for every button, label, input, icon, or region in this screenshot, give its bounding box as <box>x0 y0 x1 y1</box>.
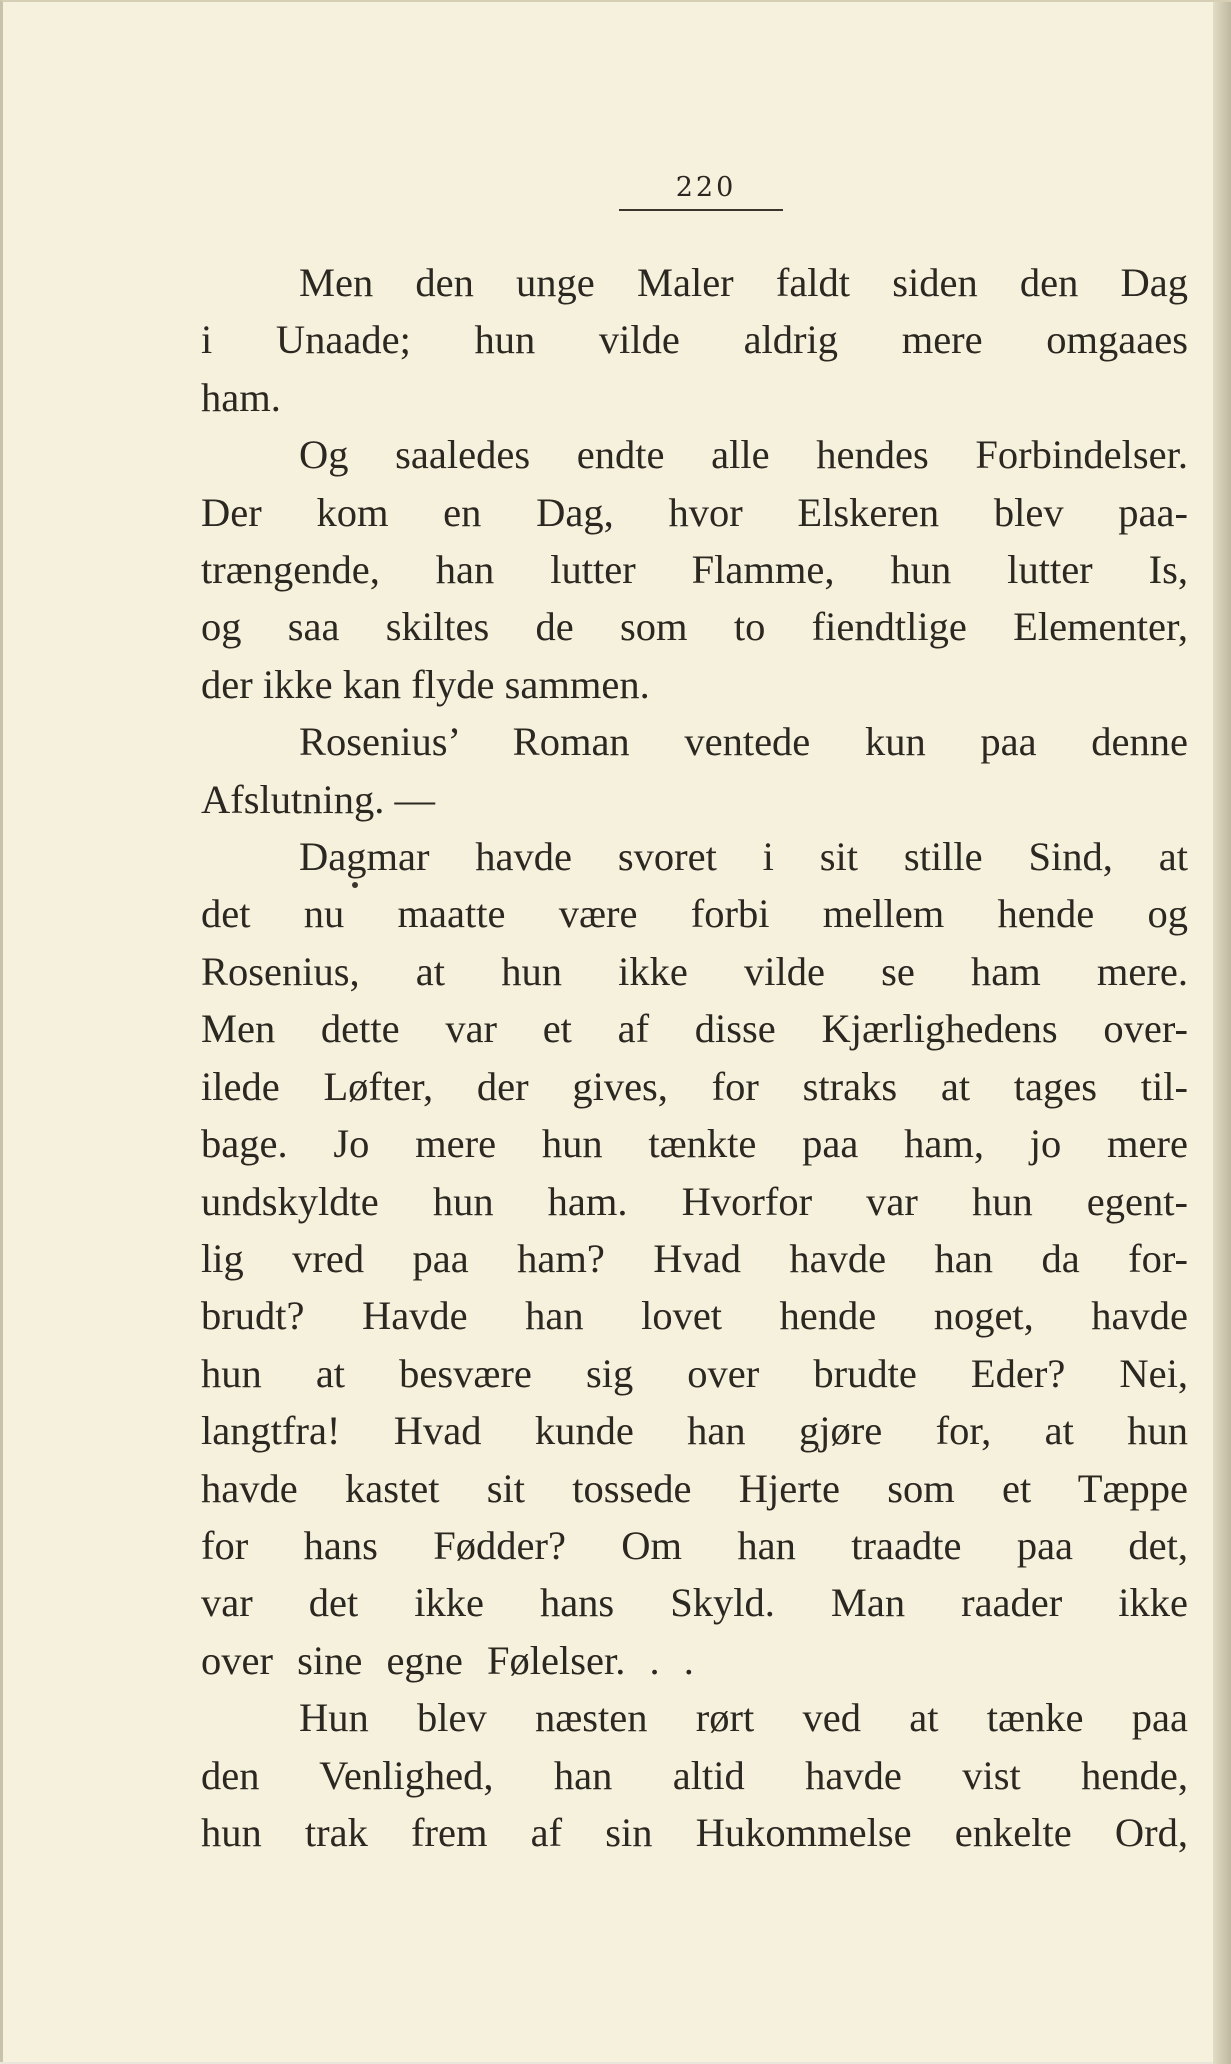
text-line: undskyldte hun ham. Hvorfor var hun egent- <box>201 1178 1188 1224</box>
text-line: Rosenius, at hun ikke vilde se ham mere. <box>201 948 1188 994</box>
text-line: Dagmar havde svoret i sit stille Sind, at <box>299 834 1188 880</box>
paragraph-3 <box>201 713 1188 828</box>
text-line: der ikke kan flyde sammen. <box>201 661 650 707</box>
text-line: for hans Fødder? Om han traadte paa det, <box>201 1522 1188 1568</box>
text-line: over sine egne Følelser. . . <box>201 1637 694 1683</box>
text-line: lig vred paa ham? Hvad havde han da for- <box>201 1235 1188 1281</box>
text-line: Der kom en Dag, hvor Elskeren blev paa- <box>201 489 1188 535</box>
text-line: trængende, han lutter Flamme, hun lutter Is, <box>201 547 1188 593</box>
text-line: Og saaledes endte alle hendes Forbindelser. <box>299 432 1188 478</box>
paragraph-5 <box>201 1689 1188 1861</box>
text-line: langtfra! Hvad kunde han gjøre for, at hun <box>201 1408 1188 1454</box>
paragraph-4 <box>201 828 1188 1689</box>
text-line: var det ikke hans Skyld. Man raader ikke <box>201 1580 1188 1626</box>
text-line: Hun blev næsten rørt ved at tænke paa <box>299 1695 1188 1741</box>
text-line: i Unaade; hun vilde aldrig mere omgaaes <box>201 317 1188 363</box>
text-line: og saa skiltes de som to fiendtlige Elementer, <box>201 604 1188 650</box>
text-line: brudt? Havde han lovet hende noget, havde <box>201 1293 1188 1339</box>
body-text <box>201 254 1188 1861</box>
text-line: den Venlighed, han altid havde vist hende, <box>201 1752 1188 1798</box>
page-number: 220 <box>675 172 737 203</box>
text-line: havde kastet sit tossede Hjerte som et Tæppe <box>201 1465 1188 1511</box>
paragraph-2 <box>201 426 1188 713</box>
text-line: det nu maatte være forbi mellem hende og <box>201 891 1188 937</box>
text-line: ham. <box>201 374 281 420</box>
text-line: Men dette var et af disse Kjærlighedens over- <box>201 1006 1188 1052</box>
page-edge-shadow <box>1213 2 1231 2064</box>
text-line: hun trak frem af sin Hukommelse enkelte Ord, <box>201 1809 1188 1855</box>
ink-speck <box>352 882 358 888</box>
text-line: ilede Løfter, der gives, for straks at tages til- <box>201 1063 1188 1109</box>
page-number-rule <box>619 209 783 211</box>
text-line: hun at besvære sig over brudte Eder? Nei, <box>201 1350 1188 1396</box>
text-line: Rosenius’ Roman ventede kun paa denne <box>299 719 1188 765</box>
text-line: Afslutning. — <box>201 776 436 822</box>
text-line: bage. Jo mere hun tænkte paa ham, jo mere <box>201 1121 1188 1167</box>
text-line: Men den unge Maler faldt siden den Dag <box>299 260 1188 305</box>
paragraph-1 <box>201 254 1188 426</box>
